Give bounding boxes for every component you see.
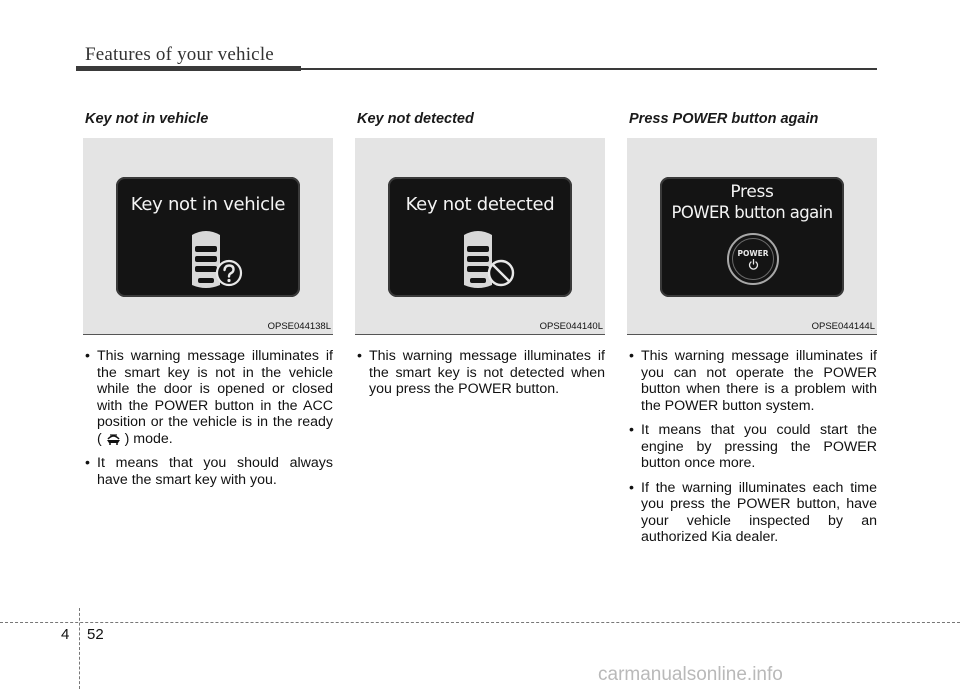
bullet-list xyxy=(355,348,605,398)
footer-divider-vertical xyxy=(79,608,80,689)
figure-code: OPSE044140L xyxy=(537,321,603,332)
figure-key-not-detected xyxy=(355,138,605,335)
list-item: • It means that you should always have the smart key with you. xyxy=(83,455,333,488)
prohibited-icon xyxy=(487,259,515,287)
figure-rule xyxy=(83,334,333,335)
header-rule-thin xyxy=(301,68,877,70)
bullet-list xyxy=(627,348,877,546)
header-rule xyxy=(76,66,301,71)
section-heading: Key not in vehicle xyxy=(85,111,209,127)
power-icon xyxy=(748,259,759,270)
figure-press-power-button-again xyxy=(627,138,877,335)
bullet-list xyxy=(83,348,333,488)
display-message-line2: POWER button again xyxy=(671,203,833,222)
warning-display xyxy=(388,177,572,297)
question-icon xyxy=(215,259,243,287)
power-button-graphic xyxy=(727,233,779,285)
figure-code: OPSE044138L xyxy=(265,321,331,332)
figure-rule xyxy=(627,334,877,335)
ready-indicator-icon xyxy=(106,432,121,445)
figure-rule xyxy=(355,334,605,335)
watermark: carmanualsonline.info xyxy=(598,664,783,685)
figure-code: OPSE044144L xyxy=(809,321,875,332)
list-item: • If the warning illuminates each time you press the POWER button, have your vehicle inspected by an authorized Kia dealer. xyxy=(627,480,877,546)
section-heading: Key not detected xyxy=(357,111,474,127)
figure-key-not-in-vehicle xyxy=(83,138,333,335)
bullet-text-after: ) mode. xyxy=(124,430,173,447)
chapter-number: 4 xyxy=(61,626,70,643)
display-message: Key not in vehicle xyxy=(130,194,286,215)
section-press-power-button-again xyxy=(627,110,877,554)
section-heading: Press POWER button again xyxy=(629,111,819,127)
page-header-title: Features of your vehicle xyxy=(85,44,274,65)
list-item: • This warning message illuminates if the smart key is not detected when you press the POWER button. xyxy=(355,348,605,398)
list-item xyxy=(83,348,333,447)
warning-display xyxy=(116,177,300,297)
section-key-not-detected xyxy=(355,110,605,406)
page-number: 52 xyxy=(87,626,104,643)
bullet-text: This warning message illuminates if the smart key is not in the vehicle while the door is opened or closed with the POWER button in the ACC position or the vehicle is in the ready ( xyxy=(97,348,333,447)
list-item: • It means that you could start the engine by pressing the POWER button once more. xyxy=(627,422,877,472)
power-label: POWER xyxy=(737,249,769,258)
warning-display xyxy=(660,177,844,297)
display-message-line1: Press xyxy=(730,182,774,202)
section-key-not-in-vehicle xyxy=(83,110,333,496)
display-message: Key not detected xyxy=(405,194,555,215)
footer-divider xyxy=(0,622,960,623)
list-item: • This warning message illuminates if you can not operate the POWER button when there is a problem with the POWER button system. xyxy=(627,348,877,414)
